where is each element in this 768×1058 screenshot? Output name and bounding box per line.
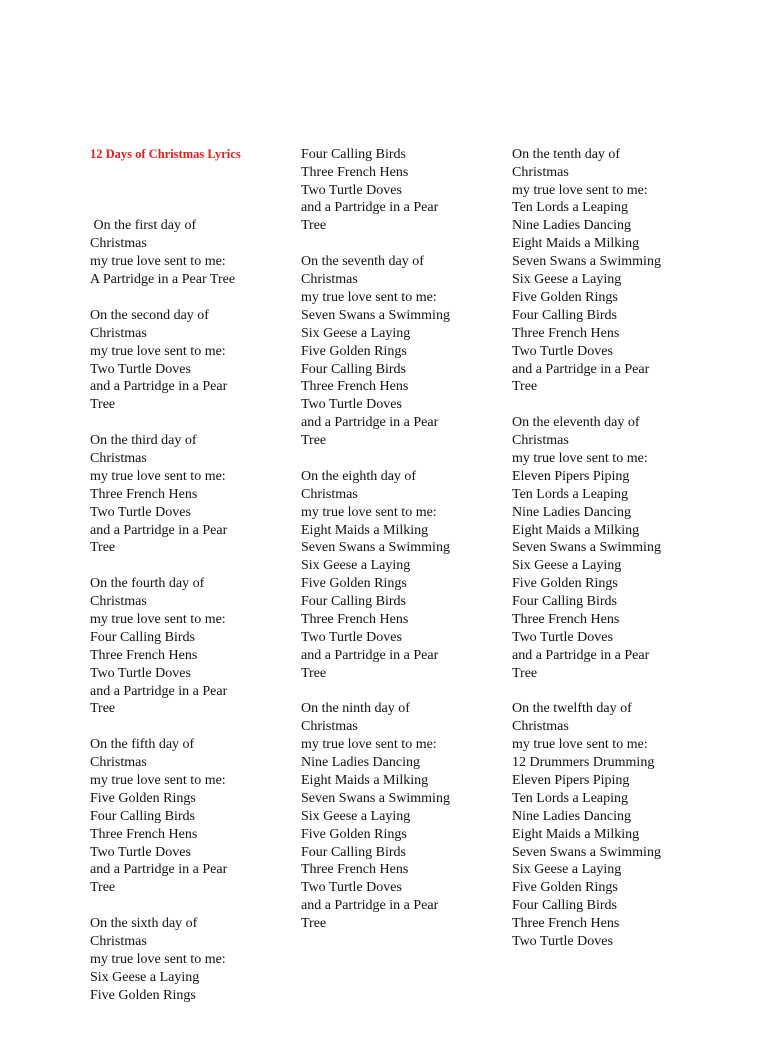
lyrics-line: Two Turtle Doves — [512, 629, 613, 645]
lyrics-line: Ten Lords a Leaping — [512, 486, 629, 502]
lyrics-line: Eight Maids a Milking — [512, 826, 640, 842]
lyrics-line: Four Calling Birds — [90, 629, 196, 645]
lyrics-line: A Partridge in a Pear Tree — [90, 272, 236, 288]
lyrics-stanza — [301, 146, 501, 235]
lyrics-line: Three French Hens — [301, 164, 409, 180]
lyrics-line: and a Partridge in a Pear — [90, 683, 228, 699]
lyrics-line: Six Geese a Laying — [512, 272, 622, 288]
lyrics-line: my true love sent to me: — [512, 737, 648, 753]
lyrics-line: Four Calling Birds — [301, 361, 407, 377]
lyrics-line: Three French Hens — [301, 379, 409, 395]
lyrics-line: Five Golden Rings — [512, 576, 618, 592]
lyrics-line: and a Partridge in a Pear — [301, 898, 439, 914]
lyrics-line: Five Golden Rings — [301, 576, 407, 592]
lyrics-line: Three French Hens — [90, 486, 198, 502]
lyrics-line: Four Calling Birds — [512, 898, 618, 914]
lyrics-line: Six Geese a Laying — [512, 558, 622, 574]
lyrics-line: Tree — [90, 540, 116, 556]
lyrics-line: On the twelfth day of — [512, 701, 632, 717]
lyrics-line: On the eleventh day of — [512, 415, 640, 431]
lyrics-line: On the third day of — [90, 433, 197, 449]
lyrics-line: Christmas — [301, 272, 358, 288]
lyrics-line: 12 Drummers Drumming — [512, 755, 655, 771]
lyrics-line: Three French Hens — [512, 325, 620, 341]
lyrics-stanza — [301, 253, 501, 450]
lyrics-line: Two Turtle Doves — [301, 182, 402, 198]
lyrics-line: Nine Ladies Dancing — [512, 504, 631, 520]
stanza-list — [90, 217, 290, 1004]
lyrics-line: Seven Swans a Swimming — [512, 540, 661, 556]
lyrics-line: On the first day of — [90, 218, 197, 234]
lyrics-line: Three French Hens — [512, 611, 620, 627]
lyrics-line: Nine Ladies Dancing — [512, 218, 631, 234]
lyrics-line: On the seventh day of — [301, 254, 424, 270]
lyrics-line: On the tenth day of — [512, 146, 621, 162]
lyrics-line: Seven Swans a Swimming — [301, 540, 450, 556]
lyrics-stanza — [512, 146, 712, 396]
lyrics-line: Eight Maids a Milking — [301, 772, 429, 788]
lyrics-line: Tree — [90, 880, 116, 896]
lyrics-stanza — [90, 915, 290, 1004]
lyrics-line: Nine Ladies Dancing — [301, 755, 420, 771]
lyrics-line: Tree — [90, 397, 116, 413]
lyrics-line: Five Golden Rings — [301, 826, 407, 842]
lyrics-line: Six Geese a Laying — [301, 808, 411, 824]
lyrics-line: Three French Hens — [90, 647, 198, 663]
lyrics-line: and a Partridge in a Pear — [512, 361, 650, 377]
lyrics-line: my true love sent to me: — [90, 343, 226, 359]
lyrics-line: Christmas — [90, 451, 147, 466]
lyrics-line: my true love sent to me: — [301, 737, 437, 753]
stanza-list — [301, 146, 501, 933]
lyrics-line: Three French Hens — [301, 611, 409, 627]
lyrics-line: and a Partridge in a Pear — [512, 647, 650, 663]
lyrics-line: On the ninth day of — [301, 701, 410, 717]
lyrics-line: Tree — [301, 665, 327, 681]
lyrics-line: Ten Lords a Leaping — [512, 200, 629, 216]
lyrics-line: Six Geese a Laying — [301, 325, 411, 341]
lyrics-line: Six Geese a Laying — [512, 862, 622, 878]
lyrics-line: Tree — [512, 379, 538, 395]
lyrics-line: Nine Ladies Dancing — [512, 808, 631, 824]
lyrics-line: Christmas — [301, 719, 358, 735]
lyrics-line: my true love sent to me: — [512, 450, 648, 466]
lyrics-line: Two Turtle Doves — [90, 665, 191, 681]
lyrics-line: Four Calling Birds — [301, 594, 407, 610]
lyrics-line: Four Calling Birds — [301, 146, 407, 162]
lyrics-line: Two Turtle Doves — [301, 629, 402, 645]
lyrics-line: my true love sent to me: — [90, 254, 226, 270]
lyrics-line: Two Turtle Doves — [90, 504, 191, 520]
lyrics-line: my true love sent to me: — [512, 182, 648, 198]
lyrics-line: Five Golden Rings — [512, 880, 618, 896]
lyrics-line: my true love sent to me: — [90, 773, 226, 789]
lyrics-line: Three French Hens — [90, 826, 198, 842]
lyrics-stanza — [90, 307, 290, 414]
lyrics-line: Two Turtle Doves — [512, 934, 613, 949]
lyrics-column-3 — [512, 110, 712, 1005]
lyrics-line: Four Calling Birds — [512, 594, 618, 610]
lyrics-line: Christmas — [90, 755, 147, 771]
lyrics-line: On the second day of — [90, 307, 209, 323]
lyrics-line: and a Partridge in a Pear — [301, 647, 439, 663]
lyrics-line: and a Partridge in a Pear — [301, 200, 439, 216]
lyrics-line: Four Calling Birds — [512, 307, 618, 323]
lyrics-line: Christmas — [301, 486, 358, 502]
lyrics-line: On the eighth day of — [301, 468, 417, 484]
lyrics-line: Three French Hens — [301, 862, 409, 878]
lyrics-line: Five Golden Rings — [90, 987, 196, 1003]
lyrics-column-1 — [90, 110, 290, 1058]
lyrics-stanza — [301, 700, 501, 933]
lyrics-line: Two Turtle Doves — [301, 880, 402, 896]
lyrics-line: Seven Swans a Swimming — [301, 790, 450, 806]
lyrics-line: Christmas — [512, 433, 569, 449]
lyrics-line: Two Turtle Doves — [512, 343, 613, 359]
lyrics-line: On the fifth day of — [90, 737, 195, 753]
lyrics-stanza — [90, 432, 290, 557]
lyrics-line: my true love sent to me: — [90, 951, 226, 967]
document-title: 12 Days of Christmas Lyrics — [90, 146, 241, 161]
lyrics-line: Christmas — [90, 236, 147, 252]
lyrics-line: Tree — [90, 701, 116, 717]
lyrics-line: my true love sent to me: — [90, 468, 226, 484]
lyrics-stanza — [90, 736, 290, 897]
lyrics-stanza — [90, 575, 290, 718]
lyrics-line: Five Golden Rings — [90, 790, 196, 806]
lyrics-line: Christmas — [512, 164, 569, 180]
lyrics-line: Ten Lords a Leaping — [512, 790, 629, 806]
lyrics-line: Seven Swans a Swimming — [512, 844, 661, 860]
lyrics-line: Christmas — [90, 325, 147, 341]
lyrics-line: Five Golden Rings — [512, 289, 618, 305]
lyrics-line: and a Partridge in a Pear — [90, 862, 228, 878]
lyrics-line: Six Geese a Laying — [90, 969, 200, 985]
lyrics-line: Three French Hens — [512, 916, 620, 932]
lyrics-line: Two Turtle Doves — [90, 361, 191, 377]
lyrics-line: and a Partridge in a Pear — [90, 522, 228, 538]
lyrics-line: Eight Maids a Milking — [512, 522, 640, 538]
lyrics-line: On the sixth day of — [90, 916, 198, 932]
lyrics-line: Two Turtle Doves — [90, 844, 191, 860]
lyrics-stanza — [90, 217, 290, 289]
lyrics-line: my true love sent to me: — [301, 504, 437, 520]
lyrics-line: Tree — [512, 665, 538, 681]
lyrics-line: my true love sent to me: — [301, 289, 437, 305]
lyrics-line: Christmas — [90, 934, 147, 950]
lyrics-stanza — [512, 414, 712, 682]
lyrics-line: and a Partridge in a Pear — [301, 415, 439, 431]
lyrics-line: and a Partridge in a Pear — [90, 379, 228, 395]
lyrics-line: Tree — [301, 433, 327, 449]
lyrics-line: Tree — [301, 916, 327, 932]
lyrics-line: Four Calling Birds — [301, 844, 407, 860]
lyrics-line: Seven Swans a Swimming — [301, 307, 450, 323]
lyrics-line: Seven Swans a Swimming — [512, 254, 661, 270]
lyrics-line: Eleven Pipers Piping — [512, 772, 630, 788]
lyrics-line: Four Calling Birds — [90, 808, 196, 824]
lyrics-line: Eight Maids a Milking — [512, 236, 640, 252]
lyrics-line: On the fourth day of — [90, 576, 205, 592]
lyrics-stanza — [301, 468, 501, 683]
lyrics-stanza — [512, 700, 712, 950]
lyrics-line: Five Golden Rings — [301, 343, 407, 359]
stanza-list — [512, 146, 712, 951]
lyrics-line: my true love sent to me: — [90, 612, 226, 628]
lyrics-line: Christmas — [512, 719, 569, 735]
lyrics-line: Tree — [301, 218, 327, 234]
lyrics-line: Two Turtle Doves — [301, 397, 402, 413]
lyrics-line: Six Geese a Laying — [301, 558, 411, 574]
lyrics-line: Eleven Pipers Piping — [512, 468, 630, 484]
lyrics-column-2 — [301, 110, 501, 987]
lyrics-line: Christmas — [90, 594, 147, 610]
lyrics-line: Eight Maids a Milking — [301, 522, 429, 538]
